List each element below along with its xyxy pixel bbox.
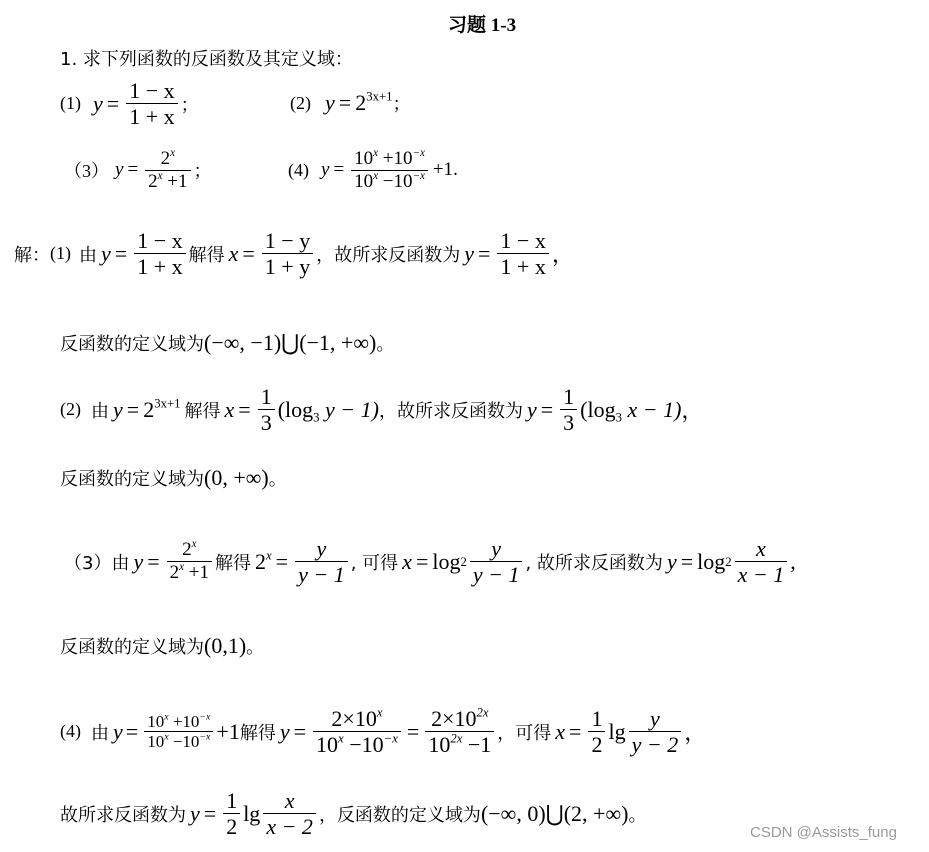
numerator <box>144 712 213 732</box>
var-y: y <box>526 396 537 422</box>
page-title <box>448 10 516 37</box>
numerator <box>428 706 491 731</box>
var-y: y <box>93 90 103 116</box>
var-y: y <box>115 159 124 181</box>
fraction <box>134 228 185 280</box>
equals: = <box>540 396 554 422</box>
problem-item-1 <box>60 78 199 130</box>
solution-3-domain <box>60 633 264 659</box>
problem-item-4 <box>288 148 458 193</box>
exponent: x <box>191 538 197 551</box>
var-x: x <box>228 240 239 266</box>
base: 10 <box>316 732 339 758</box>
solution-1 <box>14 228 574 280</box>
punct: ； <box>392 94 411 114</box>
var-y: y <box>113 718 123 744</box>
numerator: x <box>284 788 295 813</box>
var-y: y <box>133 548 144 574</box>
fraction <box>560 384 577 436</box>
problem-item-3 <box>64 148 212 193</box>
solution-2-domain <box>60 465 287 491</box>
denominator: x − 2 <box>263 813 316 839</box>
fraction <box>145 148 190 193</box>
domain-value: (−∞, 0)⋃(2, +∞) <box>480 800 629 826</box>
numerator: 1 <box>563 384 575 409</box>
fraction <box>629 706 682 758</box>
item-label: (4) <box>60 721 81 742</box>
base: 10 <box>428 732 451 758</box>
exponent: −x <box>412 169 425 182</box>
punct: ， <box>551 242 574 268</box>
equals: = <box>406 718 420 744</box>
denominator: 1 + x <box>134 253 185 279</box>
domain-value: (−∞, −1)⋃(−1, +∞) <box>204 330 377 355</box>
exponent: x <box>373 169 379 182</box>
op: −10 <box>343 732 384 758</box>
equals: = <box>238 396 251 422</box>
denominator: y − 1 <box>470 561 523 587</box>
exponent: −x <box>412 146 425 159</box>
op: −10 <box>168 732 200 752</box>
power <box>355 90 392 116</box>
fraction <box>258 384 275 436</box>
denominator: 2 <box>588 731 605 757</box>
numerator: 1 − x <box>137 228 183 253</box>
base: 2 <box>169 562 180 584</box>
fraction <box>497 228 548 280</box>
text: 由 <box>91 400 109 422</box>
text: , 故所求反函数为 <box>525 552 663 574</box>
base: 10 <box>354 170 374 192</box>
lg: lg <box>608 718 626 744</box>
item-label: (1) <box>50 243 71 264</box>
text: ，故所求反函数为 <box>316 244 461 266</box>
stem-text: 1. 求下列函数的反函数及其定义域： <box>60 49 353 70</box>
solution-4 <box>60 706 706 758</box>
text: 反函数的定义域为 <box>60 469 204 490</box>
base: 2 <box>355 90 367 115</box>
numerator <box>351 148 428 170</box>
fraction <box>470 536 523 588</box>
denominator <box>351 170 428 193</box>
punct: , <box>790 548 796 574</box>
log-expr <box>580 397 681 423</box>
var-x: x <box>402 548 412 574</box>
base: 2 <box>148 170 158 192</box>
item-label: （3） <box>64 161 109 182</box>
denominator <box>144 731 213 752</box>
tail: +1 <box>162 170 188 192</box>
equals: = <box>106 90 120 116</box>
var-y: y <box>190 800 200 826</box>
log-base: 3 <box>313 410 320 425</box>
text: 反函数的定义域为 <box>336 804 481 826</box>
solution-2 <box>60 384 703 436</box>
text: ，故所求反函数为 <box>378 400 523 422</box>
power <box>143 397 180 423</box>
op: +10 <box>168 711 200 731</box>
log-arg: y − 1) <box>319 396 379 422</box>
exponent: x <box>338 731 344 746</box>
item-label: （3）由 <box>64 552 130 574</box>
fraction <box>144 712 213 752</box>
text: , 可得 <box>350 552 399 574</box>
numerator: 1 − x <box>129 78 175 103</box>
var-y: y <box>325 90 335 115</box>
item-label: (1) <box>60 93 81 114</box>
var-x: x <box>224 396 235 422</box>
denominator: 3 <box>560 409 577 435</box>
domain-value: (0,1) <box>204 633 247 658</box>
power <box>255 549 272 575</box>
tail: +1 <box>432 159 454 181</box>
equals: = <box>338 90 352 115</box>
title-text: 习题 1-3 <box>448 15 517 36</box>
equals: = <box>126 396 140 422</box>
numerator: y <box>316 536 327 561</box>
fraction <box>351 148 428 193</box>
numerator <box>158 148 178 170</box>
numerator: 1 <box>260 384 272 409</box>
var-y: y <box>321 159 330 181</box>
base: 10 <box>354 148 374 169</box>
equals: = <box>333 159 345 181</box>
var-y: y <box>666 548 677 574</box>
problem-stem <box>60 45 353 71</box>
punct: ， <box>681 398 704 424</box>
var-y: y <box>464 240 474 266</box>
punct: ， <box>684 720 707 746</box>
exponent: 2x <box>476 705 489 720</box>
text: 解得 <box>239 722 276 744</box>
punct: 。 <box>376 334 395 355</box>
equals: = <box>114 240 128 266</box>
punct: ； <box>193 161 212 182</box>
base: 10 <box>147 732 165 752</box>
base: 2×10 <box>431 706 477 731</box>
numerator: 1 <box>226 788 238 813</box>
numerator: 1 <box>591 706 603 731</box>
text: 反函数的定义域为 <box>60 637 204 658</box>
denominator <box>145 170 190 193</box>
exponent: x <box>170 146 176 159</box>
denominator: x − 1 <box>735 561 788 587</box>
exponent: x <box>179 561 185 574</box>
problem-item-2 <box>290 90 411 116</box>
text: 解得 <box>215 552 251 574</box>
log: log <box>697 548 726 574</box>
exponent: x <box>164 711 169 723</box>
domain-value: (0, +∞) <box>204 465 269 490</box>
numerator: x <box>756 536 766 561</box>
log: (log <box>277 396 314 422</box>
var-x: x <box>555 718 566 744</box>
solution-prefix: 解： <box>14 244 50 266</box>
text: 故所求反函数为 <box>60 804 186 826</box>
numerator <box>179 539 199 561</box>
text: 解得 <box>188 244 225 266</box>
exponent: x <box>157 169 163 182</box>
denominator: y − 2 <box>629 731 682 757</box>
punct: 。 <box>246 637 265 658</box>
fraction <box>126 78 177 130</box>
text: 解得 <box>184 400 221 422</box>
exponent: x <box>373 146 379 159</box>
watermark-text: CSDN @Assists_fung <box>750 824 897 841</box>
watermark <box>750 824 897 841</box>
equals: = <box>242 240 255 266</box>
log: log <box>432 548 461 574</box>
equals: = <box>125 718 139 744</box>
fraction <box>262 228 313 280</box>
equals: = <box>293 718 307 744</box>
denominator: 1 + x <box>497 253 548 279</box>
denominator <box>313 731 401 757</box>
fraction <box>588 706 605 758</box>
exponent: x <box>376 705 383 720</box>
text: 由 <box>91 722 109 744</box>
punct: 。 <box>628 804 647 826</box>
fraction <box>167 539 212 584</box>
log: (log <box>580 396 616 422</box>
exponent: x <box>164 731 169 743</box>
exponent: 3x+1 <box>154 396 181 411</box>
denominator: 2 <box>223 813 240 839</box>
log-base: 3 <box>615 410 622 425</box>
denominator: 3 <box>258 409 275 435</box>
var-y: y <box>101 240 111 266</box>
text: ，可得 <box>497 722 552 744</box>
equals: = <box>415 548 429 574</box>
exponent: 2x <box>450 731 463 746</box>
punct: . <box>453 159 458 181</box>
var-y: y <box>113 396 123 422</box>
exponent: 3x+1 <box>366 89 393 104</box>
exponent: x <box>266 548 272 563</box>
denominator: 1 + y <box>262 253 313 279</box>
item-label: (2) <box>290 92 311 113</box>
base: 10 <box>147 711 165 731</box>
exponent: −x <box>199 731 211 743</box>
numerator: y <box>650 706 660 731</box>
solution-4-conclusion <box>60 788 646 840</box>
equals: = <box>477 240 491 266</box>
exponent: −x <box>383 731 398 746</box>
fraction <box>263 788 316 840</box>
fraction <box>425 706 494 758</box>
punct: ； <box>180 94 199 115</box>
equals: = <box>203 800 217 826</box>
solution-3: （3）由 y = $\frac{2^x}{2^x +1}$ 解得 2$^x$ = $\frac{y}{y - 1}$ , 可得 x = log 2 $\frac{y}{y - 1}$ , 故所求反函数为 y = log 2 $\frac{x}{x - 1}$ , <box>64 536 796 588</box>
equals: = <box>569 718 582 744</box>
fraction <box>295 536 348 588</box>
log-expr <box>278 397 379 423</box>
numerator: y <box>491 536 502 561</box>
op: −10 <box>378 170 413 192</box>
denominator: 1 + x <box>126 103 177 129</box>
base: 2 <box>143 396 155 422</box>
tail: +1 <box>216 718 240 744</box>
solution-1-domain <box>60 330 394 356</box>
tail: +1 <box>184 562 209 584</box>
item-label: (2) <box>60 399 81 420</box>
exponent: −x <box>199 711 211 723</box>
log-arg: x − 1) <box>621 396 682 422</box>
punct: 。 <box>268 469 287 490</box>
equals: = <box>127 159 139 181</box>
denominator <box>425 731 494 757</box>
tail: −1 <box>462 732 492 758</box>
denominator <box>167 561 212 584</box>
lg: lg <box>243 800 261 826</box>
punct: ， <box>318 804 337 826</box>
numerator: 1 − x <box>500 228 546 253</box>
item-label: (4) <box>288 159 309 180</box>
numerator <box>328 706 385 731</box>
base: 2 <box>182 539 192 561</box>
base: 2×10 <box>331 706 377 731</box>
fraction <box>223 788 240 840</box>
base: 2 <box>255 548 266 574</box>
fraction <box>735 536 788 588</box>
denominator: y − 1 <box>295 561 348 587</box>
fraction <box>313 706 401 758</box>
op: +10 <box>378 148 413 169</box>
equals: = <box>680 548 694 574</box>
text: 由 <box>79 244 97 266</box>
equals: = <box>275 548 289 574</box>
numerator: 1 − y <box>264 228 311 253</box>
text: 反函数的定义域为 <box>60 334 204 355</box>
base: 2 <box>160 148 171 169</box>
equals: = <box>147 548 160 574</box>
var-y: y <box>279 718 290 744</box>
